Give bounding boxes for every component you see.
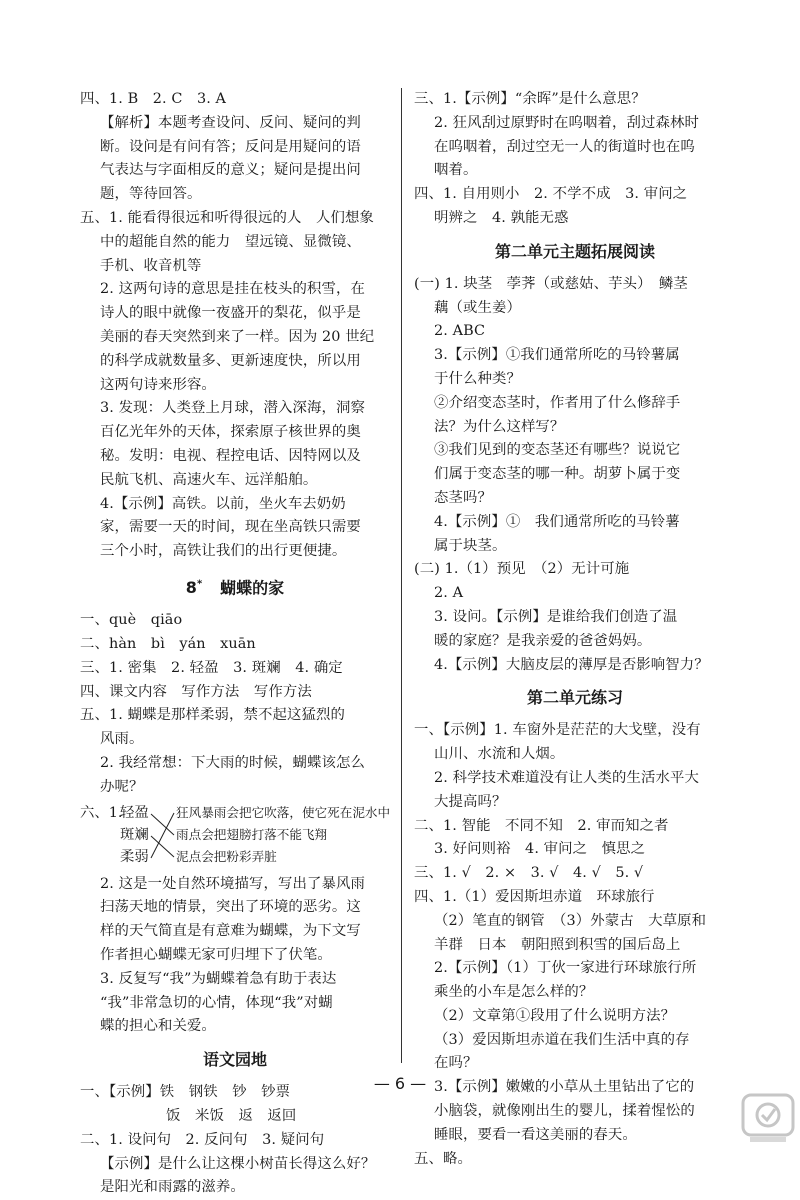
match-line <box>151 814 174 835</box>
text-line: 小脑袋，就像刚出生的婴儿，揉着惺忪的 <box>434 1103 695 1120</box>
column-divider <box>401 88 402 1063</box>
text-line: 一、【示例】铁 钢铁 钞 钞票 <box>80 1084 291 1101</box>
left-section-6-rest <box>80 873 390 1040</box>
match-line <box>151 813 174 858</box>
text-line: 四、1. B 2. C 3. A <box>80 91 227 107</box>
text-line: 乘坐的小车是怎么样的？ <box>434 984 594 1001</box>
lesson-number: 8* <box>185 578 203 598</box>
text-line: 藕（或生姜） <box>434 299 521 316</box>
text-line: 3. 反复写“我”为蝴蝶着急有助于表达 <box>100 970 337 987</box>
text-line: 明辨之 4. 孰能无惑 <box>434 209 569 226</box>
unit2-practice-heading: 第二单元练习 <box>526 688 623 708</box>
text-line: (一) 1. 块茎 荸荠（或慈姑、芋头） 鳞茎 <box>414 275 688 292</box>
left-section-5 <box>80 207 390 564</box>
text-line: 们属于变态茎的哪一种。胡萝卜属于变 <box>434 466 681 483</box>
match-word: 轻盈 <box>120 804 149 821</box>
right-section-4 <box>414 183 736 231</box>
garden-answers <box>80 1081 390 1200</box>
matching-prefix: 六、1. <box>80 804 123 821</box>
text-line: 五、略。 <box>414 1150 472 1167</box>
text-line: 4.【示例】高铁。以前，坐火车去奶奶 <box>100 495 346 512</box>
text-line: 2. 我经常想：下大雨的时候，蝴蝶该怎么 <box>100 755 365 772</box>
garden-heading: 语文园地 <box>202 1050 267 1070</box>
text-line: 2. 科学技术难道没有让人类的生活水平大 <box>434 769 699 786</box>
text-line: 【示例】是什么让这棵小树苗长得这么好？ <box>100 1155 376 1172</box>
text-line: 3. 好问则裕 4. 审问之 慎思之 <box>434 841 646 858</box>
text-line: ③我们见到的变态茎还有哪些？说说它 <box>434 442 681 459</box>
page-number: — 6 — <box>373 1074 427 1093</box>
text-line: 2.【示例】（1）丁伙一家进行环球旅行所 <box>434 960 697 977</box>
answer-stamp-logo-icon <box>740 1092 796 1144</box>
text-line: 法？为什么这样写？ <box>434 418 565 435</box>
match-phrase: 泥点会把粉彩弄脏 <box>176 848 277 864</box>
right-column <box>414 88 736 1171</box>
text-line: 气表达与字面相反的意义；疑问是提出问 <box>100 162 361 179</box>
lesson-title: 蝴蝶的家 <box>220 578 285 598</box>
text-line: （2）文章第①段用了什么说明方法？ <box>434 1007 676 1024</box>
text-line: 2. ABC <box>434 323 486 340</box>
text-line: 一、【示例】1. 车窗外是茫茫的大戈壁，没有 <box>414 722 701 739</box>
text-line: 美丽的春天突然到来了一样。因为 20 世纪 <box>100 328 375 345</box>
match-word: 柔弱 <box>120 848 149 865</box>
text-line: 五、1. 蝴蝶是那样柔弱，禁不起这猛烈的 <box>80 707 345 724</box>
text-line: （2）笔直的钢管 （3）外蒙古 大草原和 <box>434 912 707 929</box>
text-line: 这两句诗来形容。 <box>100 376 216 393</box>
text-line: 的科学成就数量多、更新速度快，所以用 <box>100 352 361 369</box>
text-line: 3. 设问。【示例】是谁给我们创造了温 <box>434 608 678 625</box>
text-line: 家，需要一天的时间，现在坐高铁只需要 <box>100 519 361 536</box>
text-line: 风雨。 <box>100 731 144 748</box>
text-line: 办呢？ <box>100 778 144 795</box>
text-line: 断。设问是有问有答；反问是用疑问的语 <box>100 138 361 155</box>
text-line: 2. 这是一处自然环境描写，写出了暴风雨 <box>100 875 365 892</box>
text-line: 蝶的担心和关爱。 <box>100 1018 216 1035</box>
match-line <box>151 836 174 857</box>
text-line: 样的天气简直是有意难为蝴蝶，为下文写 <box>100 923 361 940</box>
text-line: 手机、收音机等 <box>100 257 202 274</box>
text-line: 一、què qiāo <box>80 612 183 629</box>
text-line: 3. 发现：人类登上月球，潜入深海，洞察 <box>100 400 365 417</box>
reading-part-1 <box>414 273 736 559</box>
text-line: 在呜咽着，刮过空无一人的街道时也在呜 <box>434 138 695 155</box>
match-phrase: 雨点会把翅膀打落不能飞翔 <box>176 826 328 842</box>
right-section-3 <box>414 88 736 183</box>
lesson-8-heading <box>80 573 390 600</box>
text-line: 秘。发明：电视、程控电话、因特网以及 <box>100 447 361 464</box>
text-line: 四、1.（1）爱因斯坦赤道 环球旅行 <box>414 888 655 905</box>
left-section-4 <box>80 88 390 207</box>
text-line: 扫荡天地的情景，突出了环境的恶劣。这 <box>100 899 361 916</box>
text-line: 三、1. 密集 2. 轻盈 3. 斑斓 4. 确定 <box>80 659 343 676</box>
text-line: 四、课文内容 写作方法 写作方法 <box>80 683 312 700</box>
text-line: 二、hàn bì yán xuān <box>80 636 256 653</box>
lesson-8-answers <box>80 609 390 799</box>
text-line: 百亿光年外的天体，探索原子核世界的奥 <box>100 424 361 441</box>
text-line: 题，等待回答。 <box>100 186 202 203</box>
text-line: 民航飞机、高速火车、远洋船舶。 <box>100 471 318 488</box>
text-line: 羊群 日本 朝阳照到积雪的国后岛上 <box>434 936 681 953</box>
text-line: 于什么种类？ <box>434 370 521 387</box>
matching-lines <box>80 800 390 873</box>
text-line: 2. 狂风刮过原野时在呜咽着，刮过森林时 <box>434 114 699 131</box>
text-line: 作者担心蝴蝶无家可归埋下了伏笔。 <box>100 947 332 964</box>
text-line: 三、1. √ 2. × 3. √ 4. √ 5. √ <box>414 865 644 882</box>
text-line: （3）爱因斯坦赤道在我们生活中真的存 <box>434 1031 690 1048</box>
text-line: “我”非常急切的心情，体现“我”对蝴 <box>100 994 333 1011</box>
text-line: 山川、水流和人烟。 <box>434 746 565 763</box>
text-line: 三个小时，高铁让我们的出行更便捷。 <box>100 543 347 560</box>
reading-part-2 <box>414 558 736 677</box>
text-line: 暖的家庭？是我亲爱的爸爸妈妈。 <box>434 632 652 649</box>
text-line: 4.【示例】大脑皮层的薄厚是否影响智力？ <box>434 656 709 673</box>
text-line: 二、1. 设问句 2. 反问句 3. 疑问句 <box>80 1131 325 1148</box>
text-line: 三、1.【示例】“余晖”是什么意思？ <box>414 91 646 107</box>
text-line: 属于块茎。 <box>434 537 507 554</box>
text-line: 诗人的眼中就像一夜盛开的梨花，似乎是 <box>100 305 361 322</box>
match-word: 斑斓 <box>120 826 149 843</box>
text-line: 中的超能自然的能力 望远镜、显微镜、 <box>100 233 361 250</box>
text-line: 2. 这两句诗的意思是挂在枝头的积雪，在 <box>100 281 365 298</box>
text-line: 咽着。 <box>434 162 478 179</box>
practice-answers <box>414 719 736 1171</box>
text-line: 在吗？ <box>434 1055 478 1072</box>
text-line: 饭 米饭 返 返回 <box>166 1108 297 1125</box>
unit2-reading-heading: 第二单元主题拓展阅读 <box>494 241 655 261</box>
text-line: 五、1. 能看得很远和听得很远的人 人们想象 <box>80 209 374 226</box>
text-line: 3.【示例】嫩嫩的小草从土里钻出了它的 <box>434 1079 695 1096</box>
text-line: 二、1. 智能 不同不知 2. 审而知之者 <box>414 817 669 834</box>
text-line: 四、1. 自用则小 2. 不学不成 3. 审问之 <box>414 186 688 203</box>
text-line: 【解析】本题考查设问、反问、疑问的判 <box>100 114 361 131</box>
text-line: 大提高吗？ <box>434 793 507 810</box>
text-line: 睡眼，要看一看这美丽的春天。 <box>434 1126 637 1143</box>
text-line: 4.【示例】① 我们通常所吃的马铃薯 <box>434 513 680 530</box>
text-line: 态茎吗？ <box>434 489 492 506</box>
text-line: 是阳光和雨露的滋养。 <box>100 1179 245 1196</box>
text-line: (二) 1.（1）预见 （2）无计可施 <box>414 561 630 578</box>
text-line: ②介绍变态茎时，作者用了什么修辞手 <box>434 394 681 411</box>
matching-diagram <box>80 800 390 873</box>
left-column <box>80 88 390 1200</box>
text-line: 2. A <box>434 585 464 602</box>
match-phrase: 狂风暴雨会把它吹落，使它死在泥水中 <box>176 804 391 820</box>
text-line: 3.【示例】①我们通常所吃的马铃薯属 <box>434 347 680 364</box>
